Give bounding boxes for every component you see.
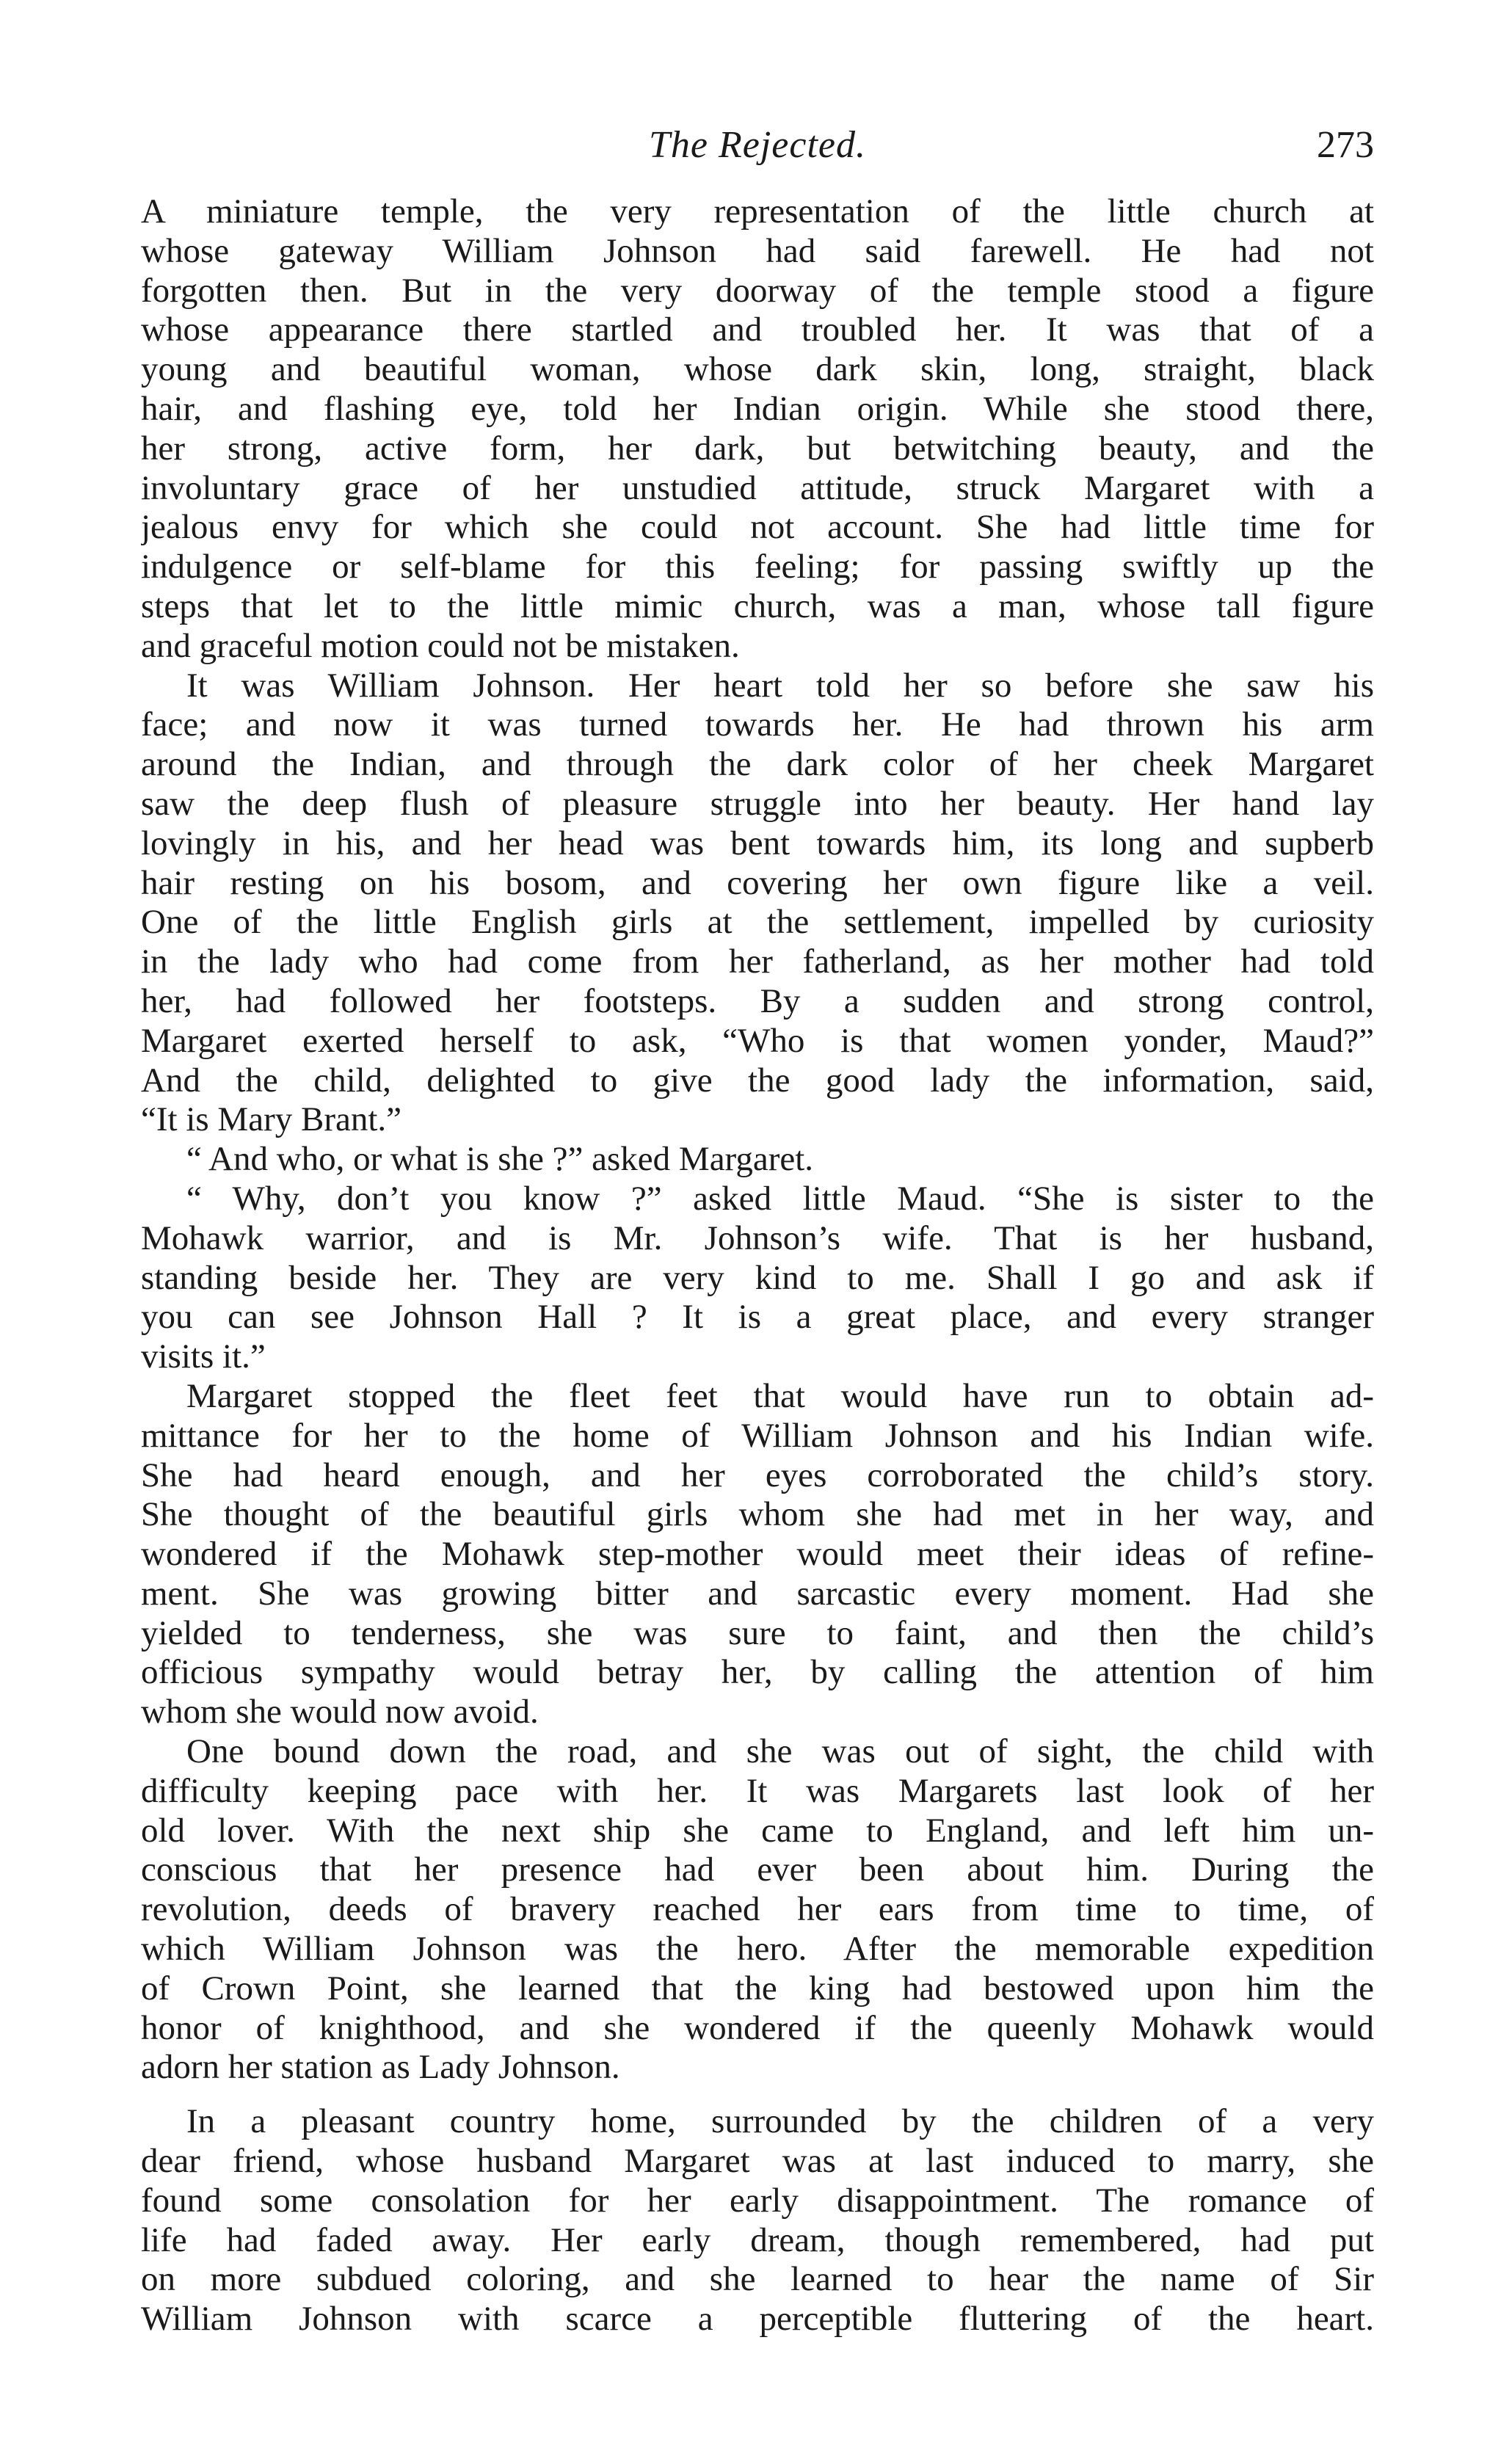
text-line: you can see Johnson Hall ? It is a great place, and every stranger (141, 1298, 1374, 1337)
text-line: life had faded away. Her early dream, though remembered, had put (141, 2220, 1374, 2259)
text-line: forgotten then. But in the very doorway of the temple stood a figure (141, 271, 1374, 310)
page-number: 273 (1317, 124, 1374, 166)
text-line: One bound down the road, and she was out of sight, the child with (186, 1732, 1374, 1771)
text-line: wondered if the Mohawk step-mother would meet their ideas of refine- (141, 1535, 1374, 1574)
text-line: visits it.” (141, 1337, 266, 1376)
text-line: and graceful motion could not be mistaken. (141, 626, 740, 665)
text-line: which William Johnson was the hero. After the memorable expedition (141, 1930, 1374, 1969)
text-line: ment. She was growing bitter and sarcastic every moment. Had she (141, 1574, 1374, 1613)
paragraph (141, 2102, 1374, 2339)
text-line: steps that let to the little mimic church, was a man, whose tall figure (141, 586, 1374, 625)
text-line: whose appearance there startled and troubled her. It was that of a (141, 310, 1374, 349)
text-line: Margaret exerted herself to ask, “Who is that women yonder, Maud?” (141, 1021, 1374, 1060)
paragraph-spacer (141, 2088, 1374, 2102)
text-line: “ Why, don’t you know ?” asked little Maud. “She is sister to the (186, 1179, 1374, 1218)
text-line: indulgence or self-blame for this feeling; for passing swiftly up the (141, 548, 1374, 586)
text-line: around the Indian, and through the dark color of her cheek Margaret (141, 745, 1374, 784)
text-line: her strong, active form, her dark, but betwitching beauty, and the (141, 429, 1374, 468)
text-line: on more subdued coloring, and she learned to hear the name of Sir (141, 2260, 1374, 2299)
text-line: William Johnson with scarce a perceptible fluttering of the heart. (141, 2300, 1374, 2339)
text-line: Margaret stopped the fleet feet that would have run to obtain ad- (186, 1376, 1374, 1415)
text-line: difficulty keeping pace with her. It was Margarets last look of her (141, 1771, 1374, 1810)
body-text (141, 192, 1374, 2339)
text-line: involuntary grace of her unstudied attitude, struck Margaret with a (141, 468, 1374, 507)
paragraph (141, 1140, 1374, 1180)
text-line: She thought of the beautiful girls whom she had met in her way, and (141, 1495, 1374, 1534)
text-line: One of the little English girls at the settlement, impelled by curiosity (141, 903, 1374, 942)
text-line: It was William Johnson. Her heart told her so before she saw his (186, 666, 1374, 705)
text-line: of Crown Point, she learned that the king had bestowed upon him the (141, 1969, 1374, 2008)
text-line: “ And who, or what is she ?” asked Margaret. (186, 1140, 814, 1179)
text-line: “It is Mary Brant.” (141, 1100, 402, 1139)
text-line: adorn her station as Lady Johnson. (141, 2048, 620, 2087)
text-line: face; and now it was turned towards her. He had thrown his arm (141, 705, 1374, 744)
text-line: hair resting on his bosom, and covering her own figure like a veil. (141, 863, 1374, 902)
text-line: A miniature temple, the very representation of the little church at (141, 192, 1374, 230)
text-line: found some consolation for her early disappointment. The romance of (141, 2181, 1374, 2220)
text-line: saw the deep flush of pleasure struggle into her beauty. Her hand lay (141, 784, 1374, 823)
text-line: She had heard enough, and her eyes corroborated the child’s story. (141, 1456, 1374, 1494)
text-line: whose gateway William Johnson had said farewell. He had not (141, 231, 1374, 270)
text-line: hair, and flashing eye, told her Indian origin. While she stood there, (141, 389, 1374, 428)
text-line: revolution, deeds of bravery reached her ears from time to time, of (141, 1890, 1374, 1929)
text-line: old lover. With the next ship she came to England, and left him un- (141, 1811, 1374, 1850)
text-line: Mohawk warrior, and is Mr. Johnson’s wife. That is her husband, (141, 1218, 1374, 1257)
text-line: dear friend, whose husband Margaret was at last induced to marry, she (141, 2142, 1374, 2181)
text-line: in the lady who had come from her fatherland, as her mother had told (141, 942, 1374, 981)
page-header (141, 123, 1374, 175)
running-title: The Rejected. (649, 124, 866, 166)
text-line: And the child, delighted to give the good lady the information, said, (141, 1061, 1374, 1100)
text-line: officious sympathy would betray her, by calling the attention of him (141, 1653, 1374, 1692)
text-line: mittance for her to the home of William Johnson and his Indian wife. (141, 1416, 1374, 1455)
text-line: lovingly in his, and her head was bent towards him, its long and supberb (141, 824, 1374, 862)
paragraph (141, 666, 1374, 1141)
text-line: honor of knighthood, and she wondered if the queenly Mohawk would (141, 2008, 1374, 2047)
paragraph (141, 1377, 1374, 1732)
text-line: yielded to tenderness, she was sure to faint, and then the child’s (141, 1613, 1374, 1652)
text-line: jealous envy for which she could not account. She had little time for (141, 508, 1374, 547)
text-line: In a pleasant country home, surrounded by the children of a very (186, 2102, 1374, 2141)
text-line: standing beside her. They are very kind to me. Shall I go and ask if (141, 1258, 1374, 1297)
text-line: her, had followed her footsteps. By a sudden and strong control, (141, 981, 1374, 1020)
text-line: whom she would now avoid. (141, 1693, 539, 1732)
paragraph (141, 192, 1374, 666)
paragraph (141, 1180, 1374, 1377)
paragraph (141, 1732, 1374, 2088)
text-line: young and beautiful woman, whose dark skin, long, straight, black (141, 350, 1374, 389)
text-line: conscious that her presence had ever been about him. During the (141, 1850, 1374, 1889)
